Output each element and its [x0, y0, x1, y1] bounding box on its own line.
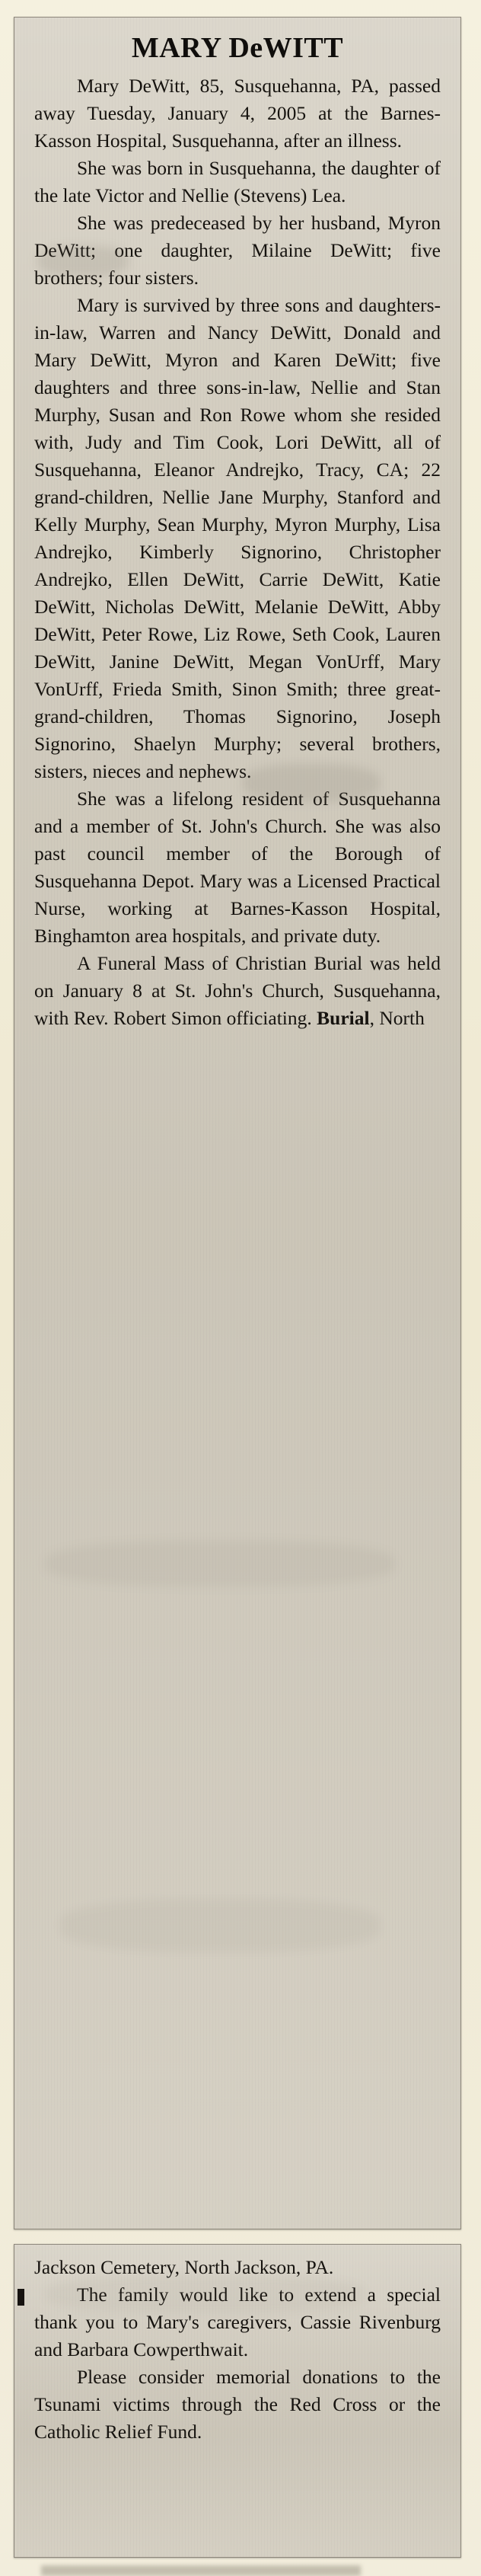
- page-title: MARY DeWITT: [131, 32, 344, 64]
- obituary-paragraph-2: She was born in Susquehanna, the daughter of the late Victor and Nellie (Stevens) Lea.: [34, 157, 441, 206]
- obituary-clipping-upper: [14, 17, 461, 2229]
- scan-ghost-text: [41, 2565, 361, 2576]
- edge-mark: [18, 2289, 24, 2306]
- obituary-paragraph-8: The family would like to extend a special thank you to Mary's caregivers, Cassie Rivenburg and Barbara Cowperthwait.: [34, 2284, 441, 2360]
- funeral-text-tail: , North: [369, 1007, 425, 1029]
- obituary-paragraph-1: Mary DeWitt, 85, Susquehanna, PA, passed away Tuesday, January 4, 2005 at the Barnes-Kasson Hospital, Susquehanna, after an illness.: [34, 75, 441, 152]
- obituary-paragraph-3: She was predeceased by her husband, Myron DeWitt; one daughter, Milaine DeWitt; five brothers; four sisters.: [34, 212, 441, 289]
- obituary-paragraph-9: Please consider memorial donations to the Tsunami victims through the Red Cross or the Catholic Relief Fund.: [34, 2366, 441, 2443]
- obituary-paragraph-5: She was a lifelong resident of Susquehanna and a member of St. John's Church. She was also past council member of the Borough of Susquehanna Depot. Mary was a Licensed Practical Nurse, working at Barnes-Kasson Hospital, Binghamton area hospitals, and private duty.: [34, 788, 441, 947]
- obituary-paragraph-6: [34, 950, 441, 1032]
- funeral-text-lead: A Funeral Mass of Christian Burial was held on January 8 at St. John's Church, Susquehanna, with Rev. Robert Simon officiating.: [34, 952, 441, 1029]
- burial-text-bold: Burial: [317, 1007, 370, 1029]
- obituary-paragraph-7: Jackson Cemetery, North Jackson, PA.: [34, 2256, 334, 2278]
- obituary-paragraph-4: Mary is survived by three sons and daughters-in-law, Warren and Nancy DeWitt, Donald and Mary DeWitt, Myron and Karen DeWitt; five daughters and three sons-in-law, Nellie and Stan Murphy, Susan and Ron Rowe whom she resided with, Judy and Tim Cook, Lori DeWitt, all of Susquehanna, Eleanor Andrejko, Tracy, CA; 22 grand-children, Nellie Jane Murphy, Stanford and Kelly Murphy, Sean Murphy, Myron Murphy, Lisa Andrejko, Kimberly Signorino, Christopher Andrejko, Ellen DeWitt, Carrie DeWitt, Katie DeWitt, Nicholas DeWitt, Melanie DeWitt, Abby DeWitt, Peter Rowe, Liz Rowe, Seth Cook, Lauren DeWitt, Janine DeWitt, Megan VonUrff, Mary VonUrff, Frieda Smith, Sinon Smith; three great-grand-children, Thomas Signorino, Joseph Signorino, Shaelyn Murphy; several brothers, sisters, nieces and nephews.: [34, 294, 441, 782]
- obituary-clipping-lower: [14, 2244, 461, 2558]
